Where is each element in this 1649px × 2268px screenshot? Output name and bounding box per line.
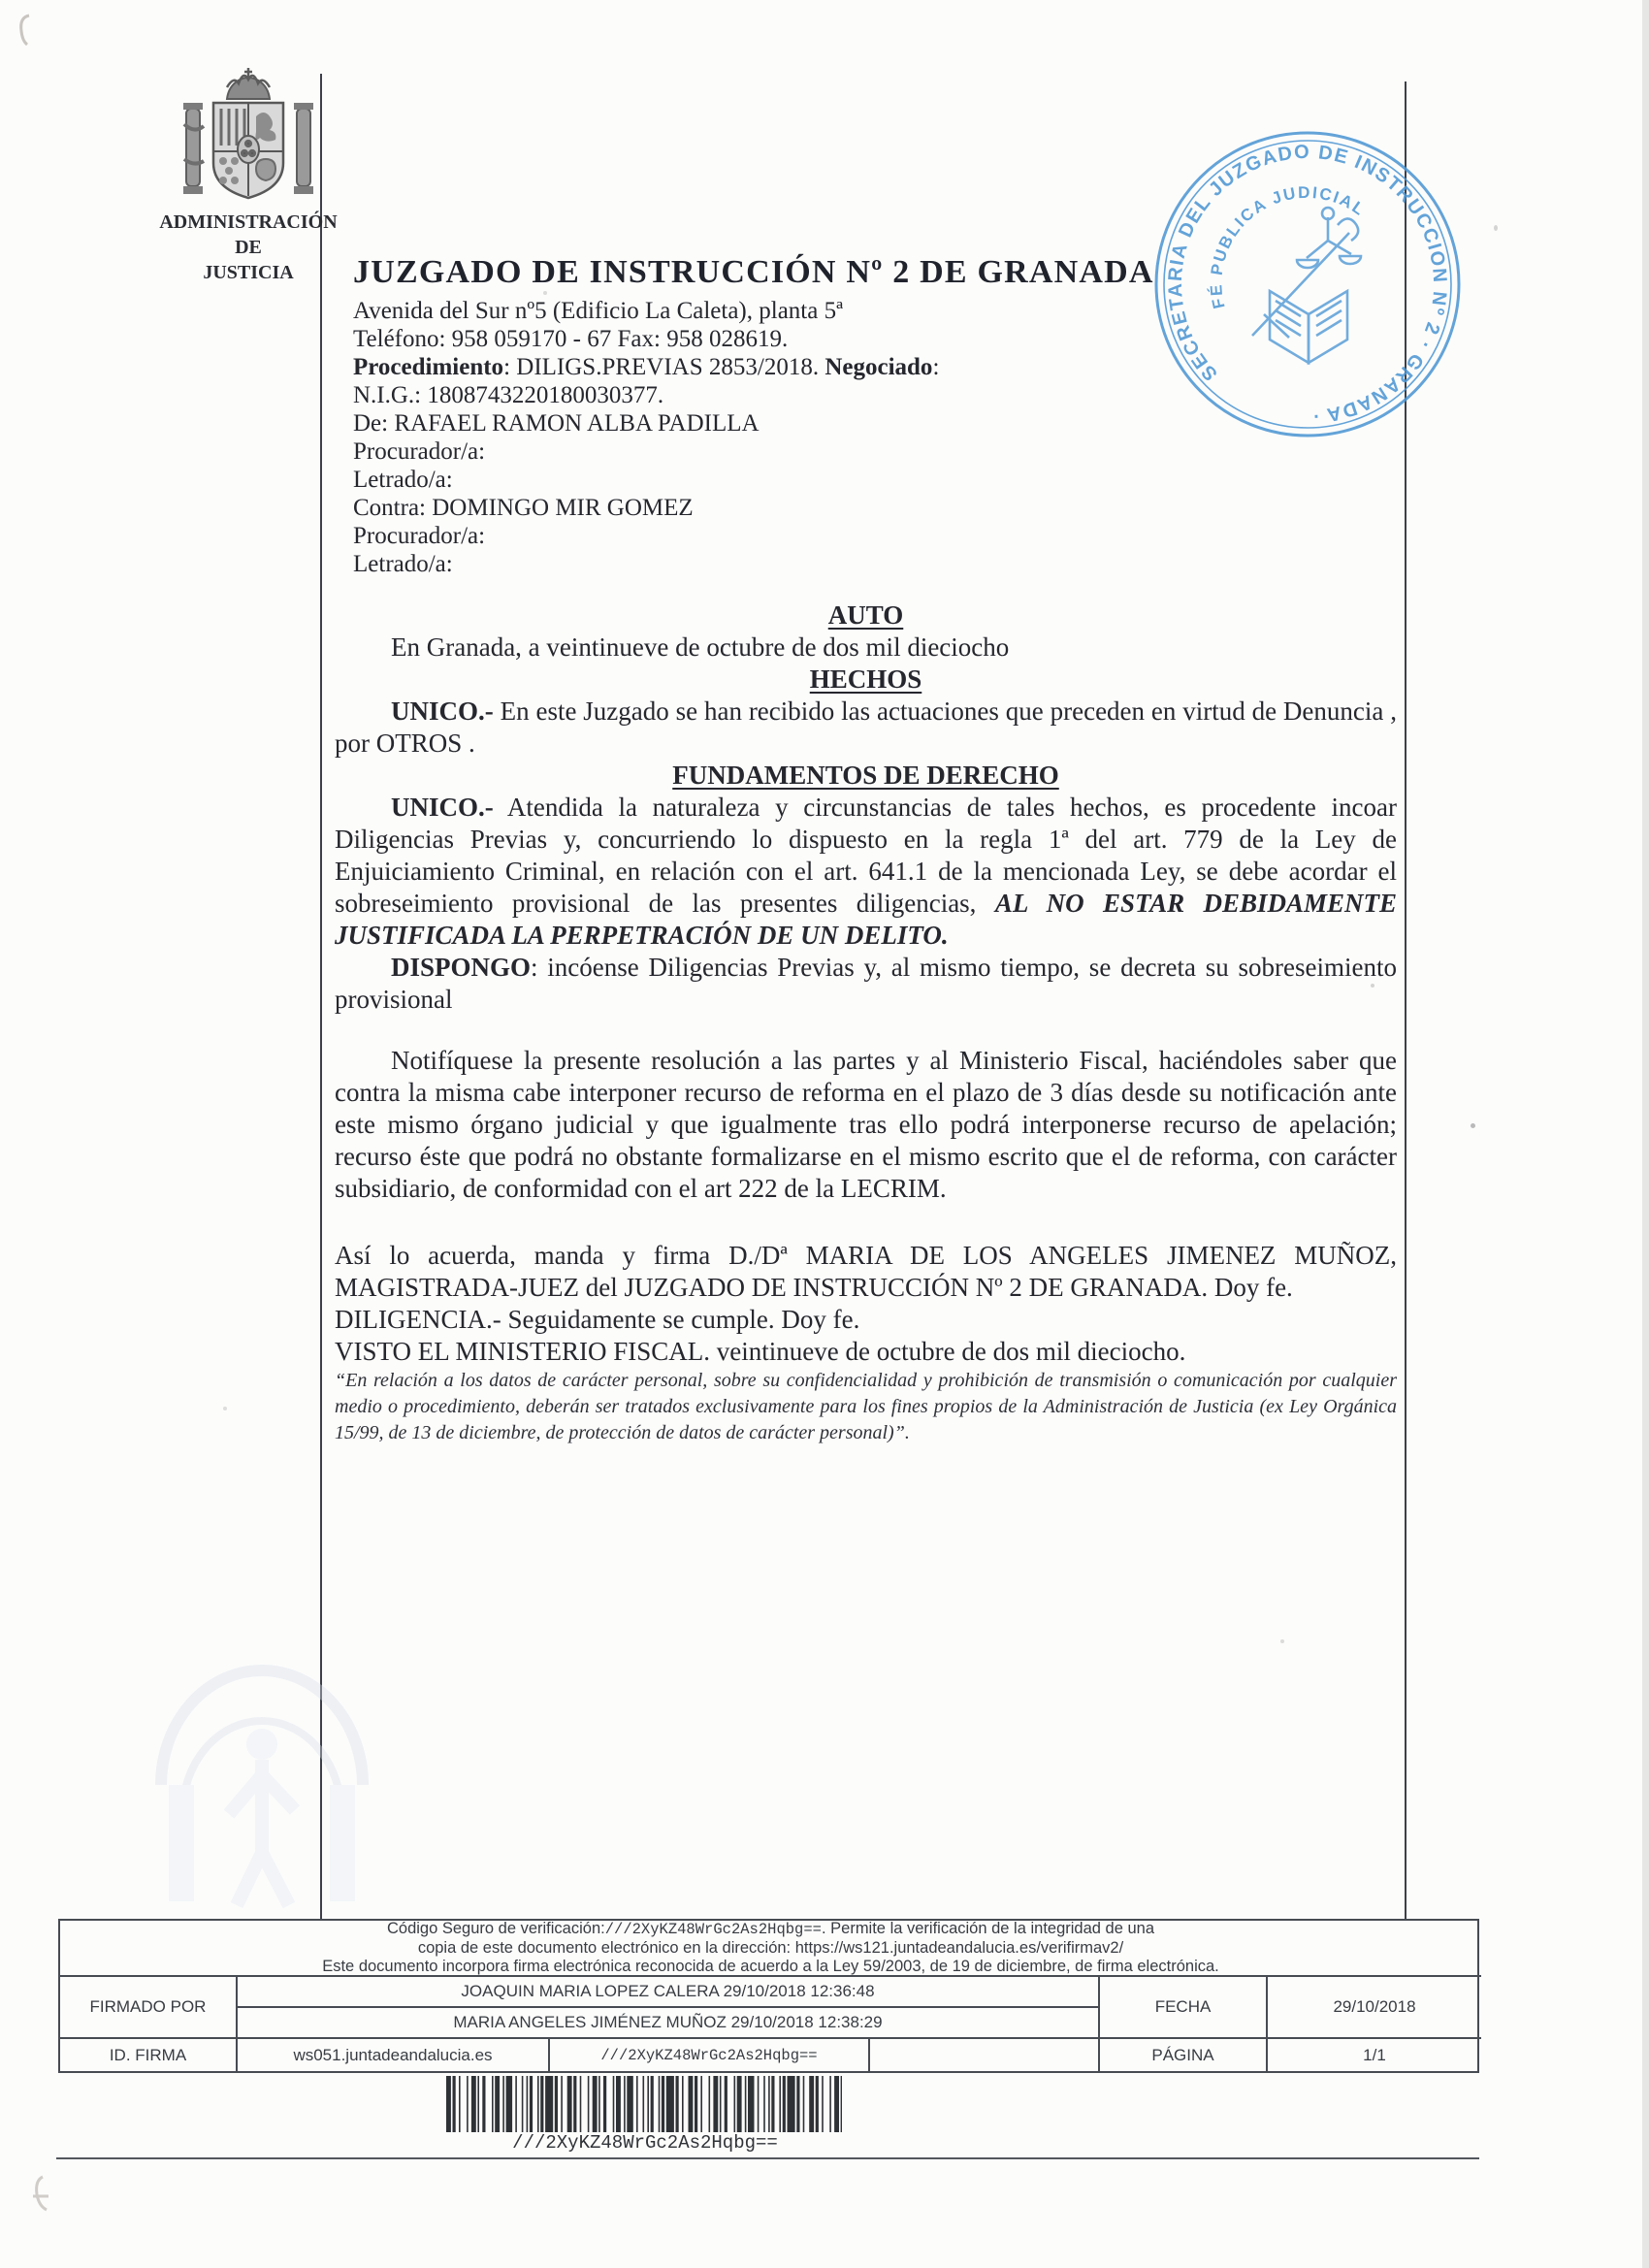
court-name: JUZGADO DE INSTRUCCIÓN Nº 2 DE GRANADA (353, 254, 1154, 290)
id-firma-spacer (870, 2039, 1100, 2071)
scan-speck (223, 1407, 227, 1410)
party-de: De: RAFAEL RAMON ALBA PADILLA (353, 410, 760, 437)
signature-verification-table (58, 1919, 1479, 2073)
fund-unico-text: Atendida la naturaleza y circunstancias de tales hechos, es procedente incoar Diligencias Previas y, concurriendo lo dispuesto en la regla 1ª del art. 779 de la Ley de Enjuiciamiento Criminal, en relación con el art. 641.1 de la mencionada Ley, se debe acordar el sobreseimiento provisional de las presentes diligencias, (335, 793, 1397, 918)
org-line-3: JUSTICIA (203, 262, 294, 283)
org-caption (116, 210, 380, 285)
verification-text-cell (60, 1921, 1481, 1977)
id-firma-label: ID. FIRMA (60, 2039, 238, 2071)
stamp-inner-text: FÉ PUBLICA JUDICIAL (1207, 182, 1370, 310)
scan-speck (543, 291, 547, 295)
hechos-unico-label: UNICO.- (391, 697, 494, 726)
dispongo-label: DISPONGO (391, 953, 532, 982)
footer-bottom-rule (56, 2157, 1479, 2159)
dispongo-paragraph (335, 952, 1397, 1016)
court-seal-stamp-icon (1148, 124, 1468, 444)
notifiquese-paragraph: Notifíquese la presente resolución a las partes y al Ministerio Fiscal, haciéndoles saber que contra la misma cabe interponer recurso de reforma en el plazo de 3 días desde su notificación ante este mismo órgano judicial y que igualmente tras ello podrá interponerse recurso de apelación; recurso éste que podrá no obstante formalizarse en el mismo escrito que el de reforma, con carácter subsidiario, de conformidad con el art 222 de la LECRIM. (335, 1046, 1397, 1203)
letrado-1: Letrado/a: (353, 467, 453, 493)
id-firma-server: ws051.juntadeandalucia.es (238, 2039, 550, 2071)
verification-line-1 (387, 1921, 1154, 1939)
fecha-value: 29/10/2018 (1268, 1977, 1481, 2039)
scan-speck (1494, 225, 1498, 231)
date-line: En Granada, a veintinueve de octubre de dos mil dieciocho (391, 632, 1010, 662)
party-contra: Contra: DOMINGO MIR GOMEZ (353, 495, 694, 521)
pagina-value: 1/1 (1363, 2045, 1386, 2064)
scan-edge-shadow (1642, 0, 1649, 2268)
negociado-value: : (932, 354, 940, 380)
spain-coat-of-arms-icon (180, 66, 316, 210)
stamp-ring-text: SECRETARIA DEL JUZGADO DE INSTRUCCION Nº 2 · GRANADA · (1164, 141, 1451, 427)
hechos-heading: HECHOS (809, 664, 922, 694)
scan-speck (1280, 1639, 1284, 1643)
pagina-label: PÁGINA (1100, 2039, 1268, 2071)
privacy-note: “En relación a los datos de carácter personal, sobre su confidencialidad y prohibición de transmisión o comunicación por cualquier medio o procedimiento, deberán ser tratados exclusivamente para los fines propios de la Administración de Justicia (ex Ley Orgánica 15/99, de 13 de diciembre, de protección de datos de carácter personal)”. (335, 1370, 1397, 1443)
verification-code: ///2XyKZ48WrGc2As2Hqbg== (604, 1921, 822, 1938)
procurador-2: Procurador/a: (353, 523, 486, 549)
procedure-label: Procedimiento (353, 354, 504, 380)
hechos-unico-text: En este Juzgado se han recibido las actuaciones que preceden en virtud de Denuncia , por OTROS . (335, 697, 1397, 758)
procedure-value: : DILIGS.PREVIAS 2853/2018. (503, 354, 825, 380)
firma-paragraph: Así lo acuerda, manda y firma D./Dª MARIA DE LOS ANGELES JIMENEZ MUÑOZ, MAGISTRADA-JUEZ del JUZGADO DE INSTRUCCIÓN Nº 2 DE GRANADA. Doy fe. (335, 1241, 1397, 1302)
diligencia-line: DILIGENCIA.- Seguidamente se cumple. Doy fe. (335, 1305, 860, 1334)
fund-unico-label: UNICO.- (391, 793, 494, 822)
fecha-label: FECHA (1100, 1977, 1268, 2039)
verification-barcode (446, 2076, 844, 2132)
procurador-1: Procurador/a: (353, 438, 486, 465)
scan-mark-bottom-left (25, 2173, 64, 2221)
firmado-por-label: FIRMADO POR (60, 1977, 238, 2039)
fund-unico-emphasis: AL NO ESTAR DEBIDAMENTE JUSTIFICADA LA PERPETRACIÓN DE UN DELITO. (335, 889, 1398, 950)
junta-andalucia-watermark-icon (136, 1630, 388, 1921)
auto-heading: AUTO (827, 600, 904, 630)
scan-mark-top-left (8, 10, 47, 58)
letrado-2: Letrado/a: (353, 551, 453, 577)
hechos-paragraph (335, 696, 1397, 760)
verification-suffix: . Permite la verificación de la integridad de una (821, 1921, 1154, 1937)
fundamentos-heading: FUNDAMENTOS DE DERECHO (672, 761, 1059, 790)
court-phone-fax: Teléfono: 958 059170 - 67 Fax: 958 028619. (353, 326, 789, 352)
court-address: Avenida del Sur nº5 (Edificio La Caleta), planta 5ª (353, 298, 843, 324)
dispongo-text: : incóense Diligencias Previas y, al mismo tiempo, se decreta su sobreseimiento provisional (335, 953, 1397, 1014)
org-line-1: ADMINISTRACIÓN (159, 211, 338, 233)
stamp-emblem-icon (1252, 208, 1361, 363)
verification-line-2: copia de este documento electrónico en la dirección: https://ws121.juntadeandalucia.es/verifirmav2/ (417, 1939, 1124, 1957)
barcode-caption: ///2XyKZ48WrGc2As2Hqbg== (512, 2132, 778, 2154)
verification-prefix: Código Seguro de verificación: (387, 1921, 605, 1937)
signer-1: JOAQUIN MARIA LOPEZ CALERA 29/10/2018 12:36:48 (238, 1977, 1100, 2008)
scan-speck (1371, 984, 1374, 988)
verification-line-3: Este documento incorpora firma electrónica reconocida de acuerdo a la Ley 59/2003, de 19 de diciembre, de firma electrónica. (322, 1958, 1219, 1975)
scan-speck (1471, 1123, 1475, 1128)
visto-line: VISTO EL MINISTERIO FISCAL. veintinueve de octubre de dos mil dieciocho. (335, 1337, 1186, 1366)
document-body (335, 599, 1397, 1446)
id-firma-code: ///2XyKZ48WrGc2As2Hqbg== (550, 2039, 870, 2071)
nig-line: N.I.G.: 1808743220180030377. (353, 382, 664, 408)
negociado-label: Negociado (824, 354, 933, 380)
signer-2: MARIA ANGELES JIMÉNEZ MUÑOZ 29/10/2018 12:38:29 (238, 2008, 1100, 2039)
org-line-2: DE (235, 237, 262, 258)
fundamentos-paragraph (335, 792, 1397, 952)
